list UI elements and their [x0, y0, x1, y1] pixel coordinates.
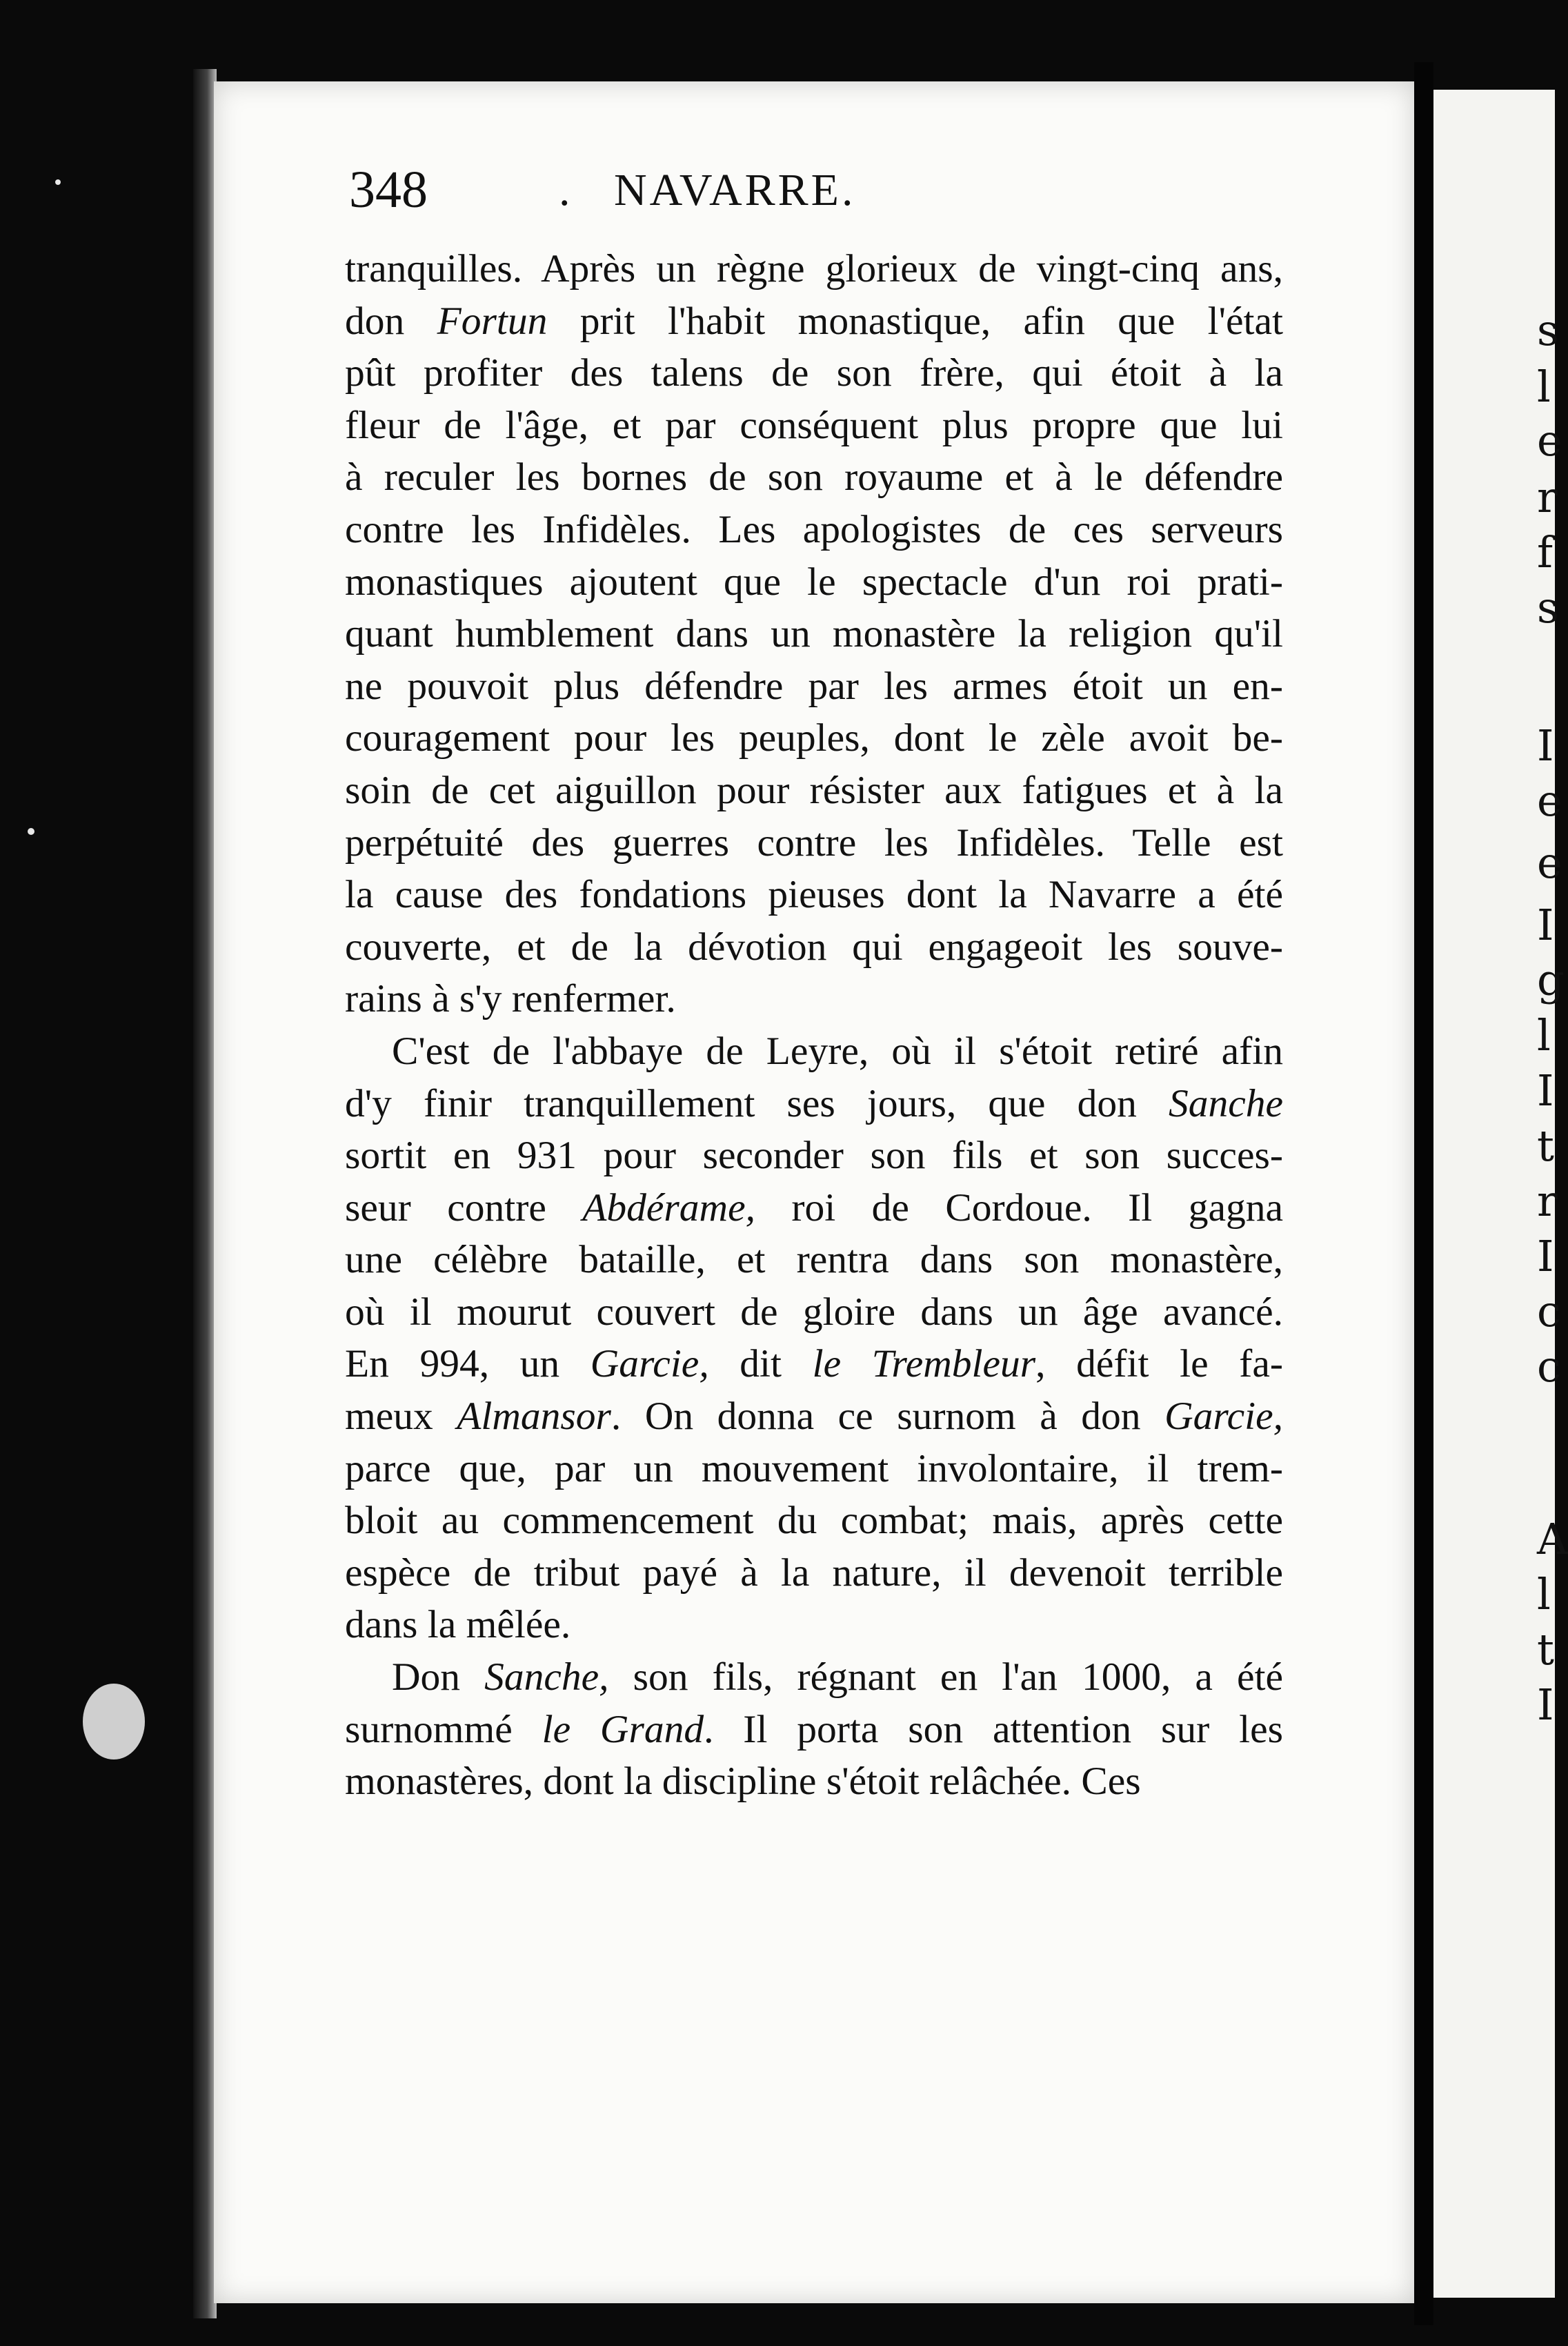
text-line: tranquilles. Après un règne glorieux de vingt-cinq ans, [345, 247, 1283, 290]
text-line: dans la mêlée. [345, 1603, 571, 1647]
text-line: C'est de l'abbaye de Leyre, où il s'étoit retiré afin [392, 1029, 1283, 1073]
running-title-text: NAVARRE. [614, 165, 856, 215]
text-line: couragement pour les peuples, dont le zèle avoit be- [345, 716, 1283, 760]
facing-page-glyph: l [1537, 1569, 1551, 1619]
italic-name: Sanche, [484, 1655, 609, 1699]
text-line: parce que, par un mouvement involontaire, il trem- [345, 1446, 1283, 1490]
facing-page-glyph: I [1537, 900, 1554, 950]
text-line: espèce de tribut payé à la nature, il devenoit terrible [345, 1550, 1283, 1595]
text-line: fleur de l'âge, et par conséquent plus propre que lui [345, 403, 1283, 447]
paragraph [345, 1651, 1283, 1808]
text-line: perpétuité des guerres contre les Infidèles. Telle est [345, 820, 1283, 865]
text-line: une célèbre bataille, et rentra dans son monastère, [345, 1238, 1283, 1282]
facing-page-glyph: e [1537, 415, 1562, 466]
italic-name: Garcie, [590, 1342, 709, 1386]
facing-page-glyph: s [1537, 305, 1559, 355]
scan-speck [55, 179, 61, 185]
facing-page-edge [1433, 90, 1568, 2298]
facing-page-glyph: e [1537, 838, 1562, 888]
text-line: meux Almansor. On donna ce surnom à don Garcie, [345, 1394, 1283, 1439]
italic-name: le Trembleur [812, 1342, 1036, 1386]
facing-page-glyph: l [1537, 1010, 1551, 1061]
italic-name: Almansor [457, 1394, 611, 1439]
text-line: don Fortun prit l'habit monastique, afin que l'état [345, 299, 1284, 343]
text-line: contre les Infidèles. Les apologistes de ces serveurs [345, 507, 1283, 551]
text-line: à reculer les bornes de son royaume et à le défendre [345, 455, 1283, 500]
running-title [559, 164, 856, 217]
text-line: la cause des fondations pieuses dont la Navarre a été [345, 873, 1283, 917]
text-line: En 994, un Garcie, dit le Trembleur, défit le fa- [345, 1342, 1283, 1386]
italic-name: Sanche [1168, 1081, 1283, 1125]
facing-page-glyph: I [1537, 1065, 1554, 1116]
facing-page-glyph: f [1537, 527, 1553, 578]
italic-name: Fortun [437, 299, 548, 343]
facing-page-glyph: l [1537, 362, 1551, 412]
facing-page-glyph: I [1537, 720, 1554, 771]
page-number: 348 [349, 161, 428, 219]
italic-name: le Grand [542, 1707, 704, 1751]
facing-page-glyph: t [1537, 1121, 1554, 1171]
text-line: monastères, dont la discipline s'étoit relâchée. Ces [345, 1759, 1141, 1804]
facing-page-glyph: A [1537, 1514, 1568, 1564]
text-line: pût profiter des talens de son frère, qui étoit à la [345, 351, 1283, 395]
facing-page-glyph: c [1537, 1286, 1561, 1337]
text-line: ne pouvoit plus défendre par les armes étoit un en- [345, 664, 1283, 708]
text-line: surnommé le Grand. Il porta son attention sur les [345, 1707, 1283, 1751]
header-separator: . [559, 165, 573, 215]
facing-page-glyph: g [1537, 955, 1565, 1005]
paragraph [345, 1025, 1283, 1651]
scan-speck [28, 828, 34, 835]
text-line: d'y finir tranquillement ses jours, que don Sanche [345, 1081, 1283, 1125]
facing-page-glyph: r [1537, 472, 1558, 522]
facing-page-glyph: t [1537, 1624, 1554, 1675]
body-text [345, 243, 1283, 1808]
facing-page-glyph: r [1537, 1176, 1558, 1226]
scan-artifact [83, 1684, 145, 1759]
text-line: Don Sanche, son fils, régnant en l'an 1000, a été [392, 1655, 1283, 1699]
text-line: soin de cet aiguillon pour résister aux fatigues et à la [345, 768, 1283, 812]
facing-page-glyph: I [1537, 1679, 1554, 1730]
facing-page-glyph: I [1537, 1231, 1554, 1281]
facing-page-glyph: s [1537, 582, 1559, 633]
text-line: bloit au commencement du combat; mais, après cette [345, 1499, 1283, 1543]
text-line: seur contre Abdérame, roi de Cordoue. Il gagna [345, 1185, 1283, 1230]
paragraph [345, 243, 1283, 1025]
italic-name: Abdérame, [582, 1185, 755, 1230]
text-line: sortit en 931 pour seconder son fils et son succes- [345, 1134, 1283, 1178]
italic-name: Garcie, [1164, 1394, 1283, 1439]
text-line: couverte, et de la dévotion qui engageoit les souve- [345, 925, 1283, 969]
text-line: où il mourut couvert de gloire dans un âge avancé. [345, 1290, 1283, 1334]
text-line: quant humblement dans un monastère la religion qu'il [345, 612, 1283, 656]
book-gutter [1414, 62, 1433, 2325]
text-line: monastiques ajoutent que le spectacle d'un roi prati- [345, 560, 1283, 604]
facing-page-glyph: c [1537, 1341, 1561, 1392]
facing-page-glyph: e [1537, 776, 1562, 826]
left-page-edge [193, 69, 217, 2318]
page-header [345, 160, 1311, 236]
text-line: rains à s'y renfermer. [345, 977, 676, 1021]
